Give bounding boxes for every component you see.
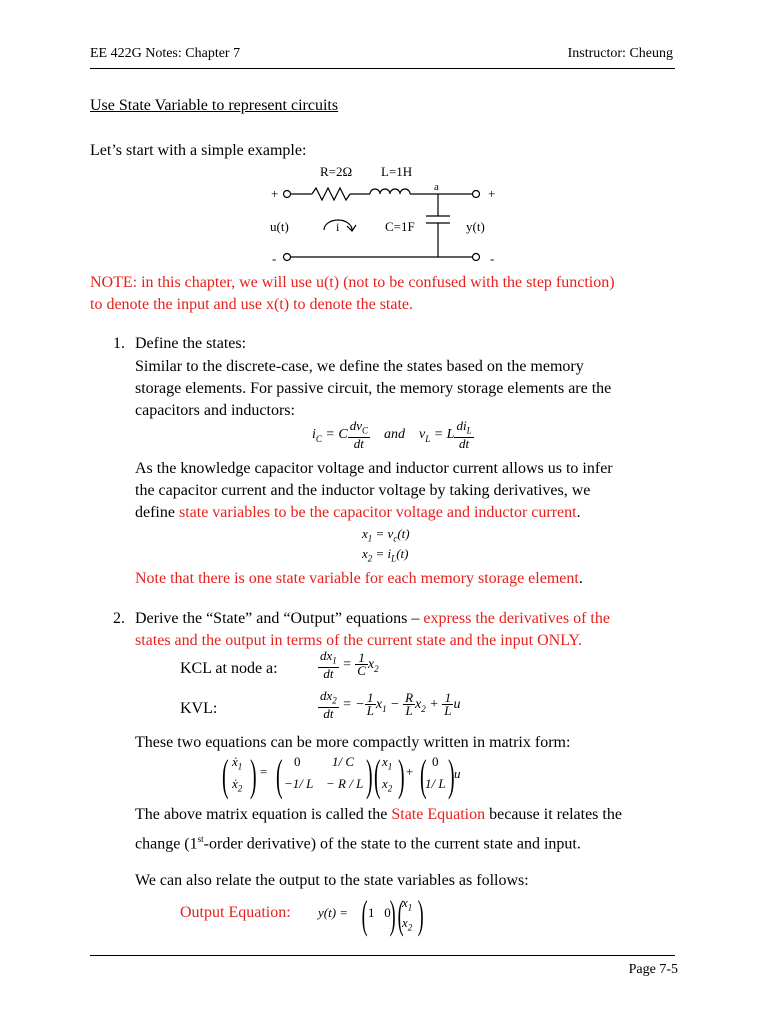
kcl-label: KCL at node a: [180, 660, 278, 677]
header-right: Instructor: Cheung [567, 46, 673, 61]
node-label: a [434, 181, 439, 193]
minus-left: - [272, 251, 277, 266]
step1-para2-line3: define state variables to be the capacitor voltage and inductor current. [135, 504, 581, 521]
inductor-label: L=1H [381, 164, 413, 179]
step1-para1-line2: storage elements. For passive circuit, the memory storage elements are the [135, 380, 612, 397]
plus-right: + [488, 186, 496, 201]
capacitor-inductor-equations: $i_C = C$ $\frac{dv_C}{dt}$ and $v_L = L$ $\frac{di_L}{dt}$ [312, 418, 472, 451]
output-label: y(t) [466, 219, 485, 234]
step1-number: 1. [113, 335, 125, 352]
note-line-1: NOTE: in this chapter, we will use u(t) (not to be confused with the step function) [90, 274, 615, 291]
matrix-intro: These two equations can be more compactly written in matrix form: [135, 734, 571, 751]
state-equation-matrix: ( $ẋ_1$ $ẋ_2$ ) = ( 0 1/ C −1/ L − R / L ) ( $x_1$ $x_2$ ) + ( 0 1/ L ) u [222, 751, 461, 800]
output-equation: y(t) = ( 1 0 ) ( $x_1$ $x_2$ ) [318, 892, 424, 937]
step2-heading-line1: Derive the “State” and “Output” equations – express the derivatives of the [135, 610, 610, 627]
output-intro: We can also relate the output to the state variables as follows: [135, 872, 529, 889]
state-x1-definition: $x_1 = v_c(t)$ [362, 526, 410, 544]
step1-para2-line1: As the knowledge capacitor voltage and inductor current allows us to infer [135, 460, 613, 477]
current-label: i [336, 220, 340, 234]
state-equation-para-line2: change (1st-order derivative) of the state to the current state and input. [135, 834, 581, 853]
footer-rule [90, 955, 675, 956]
state-equation-term: State Equation [391, 806, 486, 823]
kcl-equation: $\frac{dx_1}{dt}$ = $\frac{1}{C}$ $x_2$ [320, 648, 379, 681]
step1-heading: Define the states: [135, 335, 247, 352]
step2-number: 2. [113, 610, 125, 627]
step1-para2-line2: the capacitor current and the inductor voltage by taking derivatives, we [135, 482, 591, 499]
plus-left: + [271, 186, 279, 201]
state-variable-definition: state variables to be the capacitor voltage and inductor current [178, 504, 577, 521]
minus-right: - [490, 251, 495, 266]
kvl-label: KVL: [180, 700, 218, 717]
page-number: Page 7-5 [628, 962, 678, 977]
state-equation-para-line1: The above matrix equation is called the State Equation because it relates the [135, 806, 622, 823]
step2-heading-line2: states and the output in terms of the current state and the input ONLY. [135, 632, 582, 649]
kvl-equation: $\frac{dx_2}{dt}$ = − $\frac{1}{L}$ $x_1$ − $\frac{R}{L}$ $x_2$ + $\frac{1}{L}$ u [320, 688, 461, 721]
resistor-label: R=2Ω [320, 164, 353, 179]
header-left: EE 422G Notes: Chapter 7 [90, 46, 241, 61]
state-x2-definition: $x_2 = i_L(t)$ [362, 546, 409, 564]
note-line-2: to denote the input and use x(t) to denote the state. [90, 296, 414, 313]
intro-text: Let’s start with a simple example: [90, 142, 307, 159]
input-label: u(t) [270, 219, 289, 234]
rlc-circuit-diagram [260, 160, 510, 270]
header-rule [90, 68, 675, 69]
step1-para1-line1: Similar to the discrete-case, we define the states based on the memory [135, 358, 584, 375]
capacitor-label: C=1F [385, 219, 415, 234]
and-word: and [384, 427, 405, 443]
output-equation-label: Output Equation: [180, 904, 291, 921]
step1-note: Note that there is one state variable for each memory storage element. [135, 570, 583, 587]
step1-para1-line3: capacitors and inductors: [135, 402, 295, 419]
page-title: Use State Variable to represent circuits [90, 97, 339, 114]
